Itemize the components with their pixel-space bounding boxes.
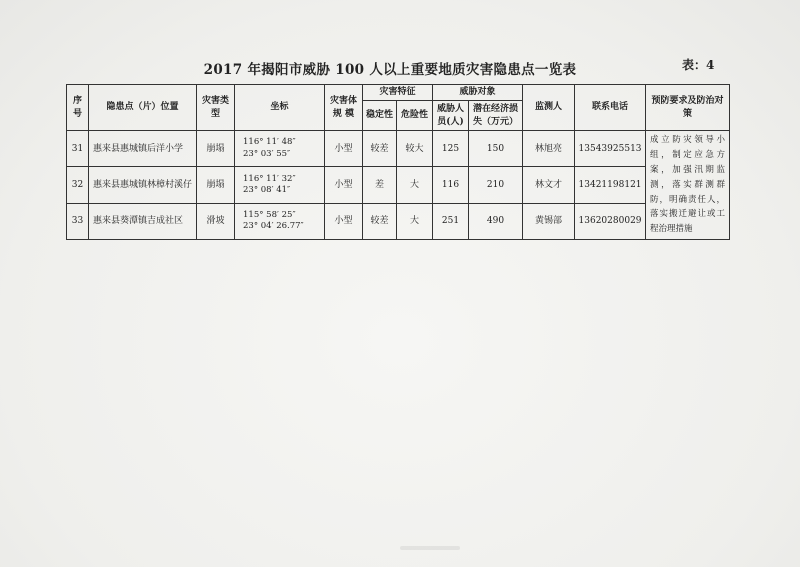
cell-location: 惠来县葵潭镇吉成社区 [89, 203, 197, 239]
header-loss: 潜在经济损 失（万元） [469, 101, 523, 131]
cell-monitor: 黄锡部 [523, 203, 575, 239]
header-stability: 稳定性 [363, 101, 397, 131]
header-location: 隐患点（片）位置 [89, 85, 197, 131]
cell-loss: 210 [469, 167, 523, 203]
table-number: 表：4 [682, 58, 715, 72]
cell-stability: 差 [363, 167, 397, 203]
header-type: 灾害类型 [197, 85, 235, 131]
cell-seq: 33 [67, 203, 89, 239]
cell-measures: 成立防灾领导小组，制定应急方案，加强汛期监测，落实群测群防，明确责任人，落实搬迁避让或工程治理措施 [646, 131, 730, 240]
header-features: 灾害特征 [363, 85, 433, 101]
cell-scale: 小型 [325, 203, 363, 239]
cell-longitude: 116° 11′ 48″ [243, 137, 296, 148]
cell-latitude: 23° 04′ 26.77″ [243, 221, 304, 232]
cell-danger: 较大 [397, 131, 433, 167]
table-header-row [67, 85, 730, 101]
header-people: 威胁人员(人) [433, 101, 469, 131]
cell-phone: 13543925513 [575, 131, 646, 167]
cell-coords [235, 131, 325, 167]
cell-coords [235, 203, 325, 239]
cell-coords [235, 167, 325, 203]
cell-loss: 490 [469, 203, 523, 239]
cell-type: 滑坡 [197, 203, 235, 239]
header-danger: 危险性 [397, 101, 433, 131]
cell-phone: 13620280029 [575, 203, 646, 239]
cell-monitor: 林旭亮 [523, 131, 575, 167]
document-title: 2017 年揭阳市威胁 100 人以上重要地质灾害隐患点一览表 [203, 62, 577, 78]
hazard-table [66, 84, 730, 240]
cell-latitude: 23° 03′ 55″ [243, 148, 291, 159]
cell-phone: 13421198121 [575, 167, 646, 203]
header-phone: 联系电话 [575, 85, 646, 131]
cell-seq: 32 [67, 167, 89, 203]
cell-type: 崩塌 [197, 167, 235, 203]
scan-smudge [400, 546, 460, 550]
cell-longitude: 116° 11′ 32″ [243, 173, 296, 184]
header-scale: 灾害体规 模 [325, 85, 363, 131]
cell-people: 125 [433, 131, 469, 167]
table-row [67, 203, 730, 239]
cell-danger: 大 [397, 167, 433, 203]
header-monitor: 监测人 [523, 85, 575, 131]
header-threat: 威胁对象 [433, 85, 523, 101]
header-measures: 预防要求及防治对策 [646, 85, 730, 131]
cell-loss: 150 [469, 131, 523, 167]
table-row [67, 131, 730, 167]
cell-location: 惠来县惠城镇后洋小学 [89, 131, 197, 167]
cell-danger: 大 [397, 203, 433, 239]
cell-monitor: 林文才 [523, 167, 575, 203]
cell-people: 251 [433, 203, 469, 239]
cell-location: 惠来县惠城镇林樟村溪仔 [89, 167, 197, 203]
header-seq: 序号 [67, 85, 89, 131]
cell-type: 崩塌 [197, 131, 235, 167]
cell-stability: 较差 [363, 131, 397, 167]
cell-people: 116 [433, 167, 469, 203]
cell-latitude: 23° 08′ 41″ [243, 185, 291, 196]
table-row [67, 167, 730, 203]
cell-scale: 小型 [325, 167, 363, 203]
cell-seq: 31 [67, 131, 89, 167]
cell-scale: 小型 [325, 131, 363, 167]
header-coords: 坐标 [235, 85, 325, 131]
cell-longitude: 115° 58′ 25″ [243, 209, 296, 220]
cell-stability: 较差 [363, 203, 397, 239]
